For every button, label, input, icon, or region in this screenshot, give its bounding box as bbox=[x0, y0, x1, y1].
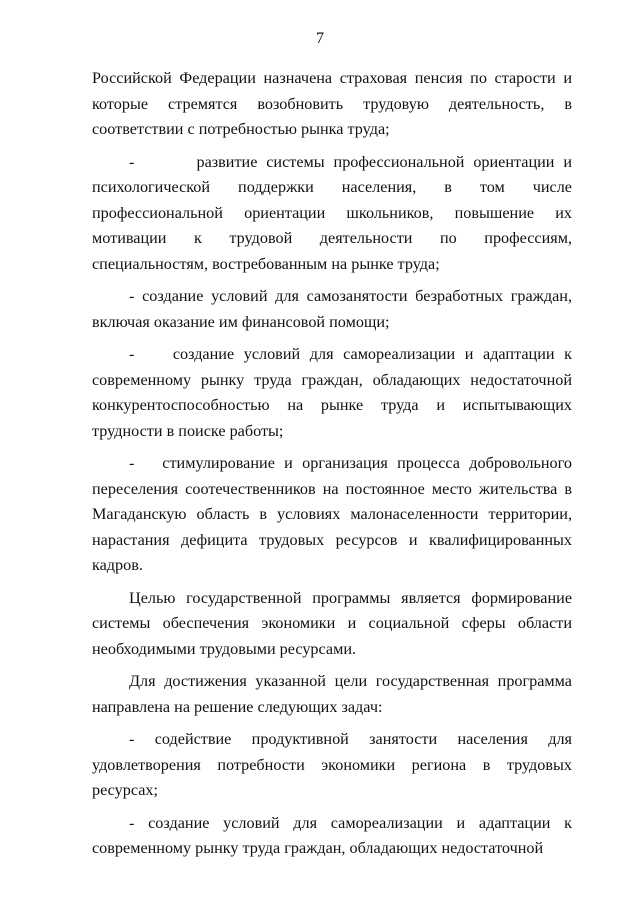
paragraph-program-tasks-intro: Для достижения указанной цели государственная программа направлена на решение следующих задач: bbox=[92, 672, 572, 716]
paragraph-task-employment: - содействие продуктивной занятости населения для удовлетворения потребности экономики региона в трудовых ресурсах; bbox=[92, 730, 572, 799]
page-number: 7 bbox=[316, 30, 324, 47]
paragraph-career-guidance: - развитие системы профессиональной ориентации и психологической поддержки населения, в том числе профессиональной ориентации школьников, повышение их мотивации к трудовой деятельности по профессиям, специальностям, востребованным на рынке труда; bbox=[92, 152, 572, 273]
paragraph-pension-recipients: Российской Федерации назначена страховая пенсия по старости и которые стремятся возобновить трудовую деятельность, в соответствии с потребностью рынка труда; bbox=[92, 69, 572, 138]
paragraph-self-realization: - создание условий для самореализации и адаптации к современному рынку труда граждан, обладающих недостаточной конкурентоспособностью на рынке труда и испытывающих трудности в поиске работы; bbox=[92, 345, 572, 440]
paragraph-program-goal: Целью государственной программы является формирование системы обеспечения экономики и социальной сферы области необходимыми трудовыми ресурсами. bbox=[92, 588, 572, 658]
paragraph-task-adaptation: - создание условий для самореализации и адаптации к современному рынку труда граждан, обладающих недостаточной bbox=[92, 813, 572, 857]
paragraph-self-employment: - создание условий для самозанятости безработных граждан, включая оказание им финансовой помощи; bbox=[92, 287, 572, 331]
document-body bbox=[92, 66, 572, 869]
paragraph-resettlement: - стимулирование и организация процесса добровольного переселения соотечественников на постоянное место жительства в Магаданскую область в условиях малонаселенности территории, нарастания дефицита трудовых ресурсов и квалифицированных кадров. bbox=[92, 454, 572, 574]
